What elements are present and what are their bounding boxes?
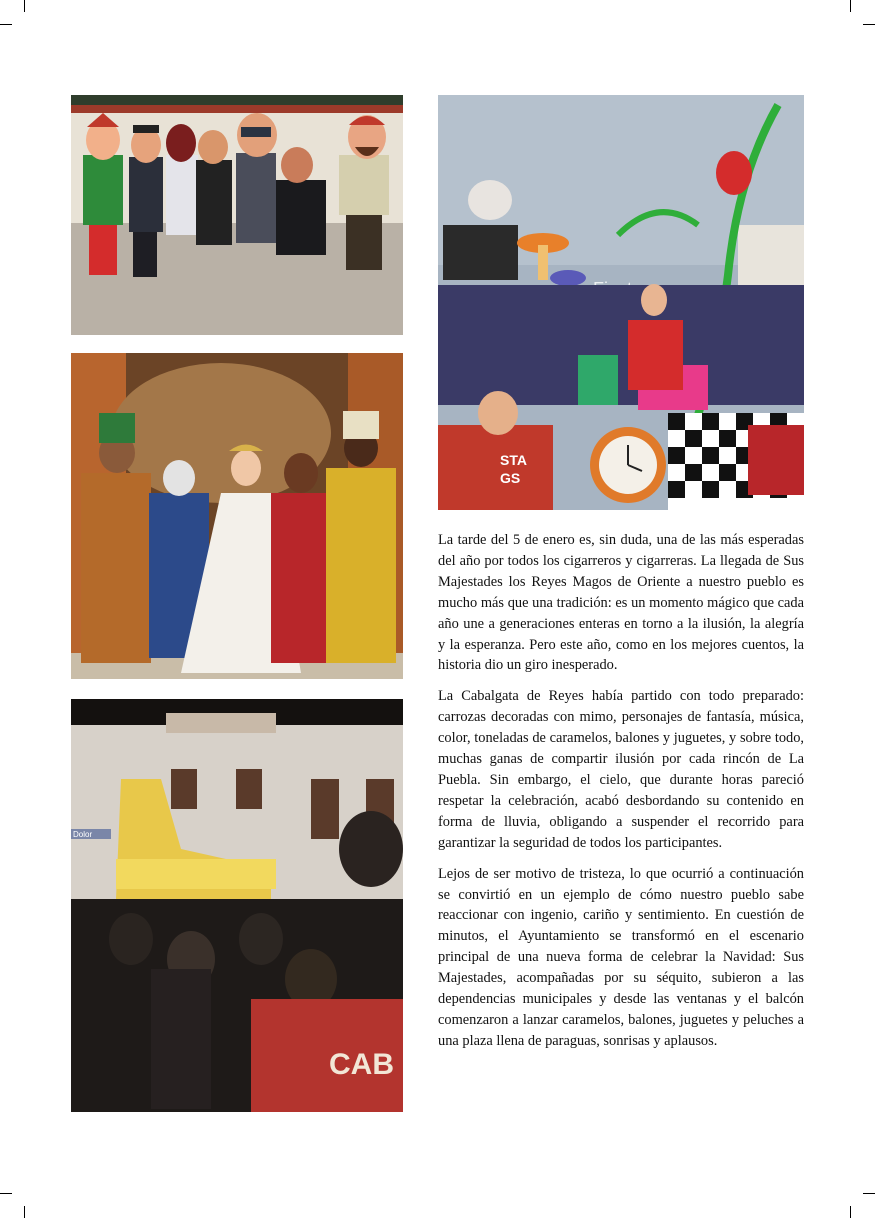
shop-sign: Dolor <box>73 830 93 839</box>
article-paragraph-3: Lejos de ser motivo de tristeza, lo que ocurrió a continuación se convirtió en un ejemplo de cómo nuestro pueblo sabe reaccionar con ingenio, cariño y sentimiento. En cuestión de minutos, el Ayuntamiento se transformó en el escenario principal de una nueva forma de celebrar la Navidad: Sus Majestades, acompañadas por su séquito, subieron a las dependencias municipales y desde las ventanas y el balcón comenzaron a lanzar caramelos, balones, juguetes y peluches a una plaza llena de paraguas, sonrisas y aplausos. <box>438 865 804 1049</box>
crowd-night-image <box>71 699 403 1112</box>
article-paragraph-2: La Cabalgata de Reyes había partido con todo preparado: carrozas decoradas con mimo, personajes de fantasía, música, color, toneladas de caramelos, balones y juguetes, y sobre todo, muchas ganas de compartir ilusión por cada rincón de La Puebla. Sin embargo, el cielo, que durante horas pareció respetar la celebración, acabó desbordando su contenido en forma de lluvia, obligando a suspender el recorrido para garantizar la seguridad de todos los participantes. <box>438 688 804 851</box>
reyes-magos-photo <box>71 353 403 679</box>
carnival-float-photo <box>438 95 804 510</box>
crop-mark <box>24 0 25 12</box>
crop-mark <box>850 0 851 12</box>
article-body <box>438 530 804 1062</box>
crop-mark <box>0 24 12 25</box>
article-paragraph-1: La tarde del 5 de enero es, sin duda, una de las más esperadas del año por todos los cigarreros y cigarreras. La llegada de Sus Majestades los Reyes Magos de Oriente a nuestro pueblo es mucho más que una tradición: es un momento mágico que cada año une a generaciones enteras en torno a la ilusión, la alegría y la esperanza. Pero este año, como en los mejores cuentos, la historia dio un giro inesperado. <box>438 532 804 674</box>
crop-mark <box>24 1206 25 1218</box>
crop-mark <box>863 24 875 25</box>
night-parade-photo <box>71 699 403 1112</box>
crop-mark <box>0 1193 12 1194</box>
jacket-text: CAB <box>329 1048 394 1081</box>
cabezudos-photo <box>71 95 403 335</box>
crop-mark <box>863 1193 875 1194</box>
three-kings-image <box>71 353 403 679</box>
shirt-text-2: GS <box>500 470 521 486</box>
alice-float-image <box>438 95 804 510</box>
crop-mark <box>850 1206 851 1218</box>
shirt-text-1: STA <box>500 452 527 468</box>
costumed-big-heads-image <box>71 95 403 335</box>
